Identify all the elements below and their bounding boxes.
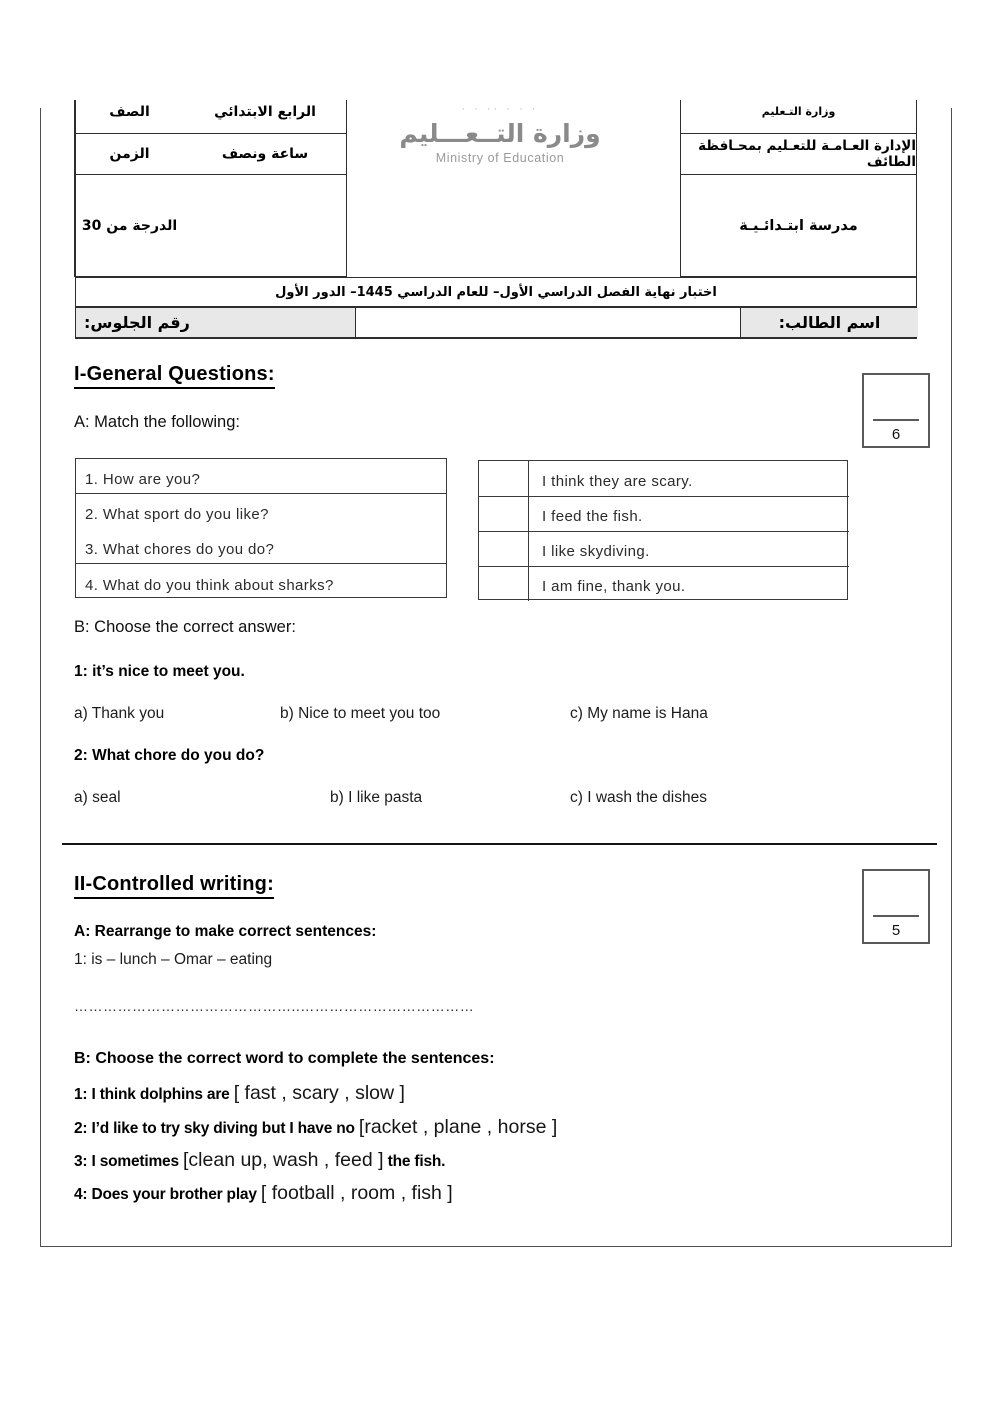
ministry-logo bbox=[385, 103, 615, 165]
seat-number-label: رقم الجلوس: bbox=[76, 308, 355, 337]
mcq-question-1: 1: it’s nice to meet you. bbox=[74, 663, 245, 680]
education-directorate-cell: الإدارة العـامـة للتعـليم بمحـافظة الطائف bbox=[681, 133, 916, 174]
match-answer-blank-cell bbox=[479, 496, 529, 531]
section1-score-value: 6 bbox=[891, 426, 901, 443]
match-answer-row: I think they are scary. bbox=[542, 473, 693, 490]
ministry-name-cell: وزارة التـعليم bbox=[761, 105, 836, 118]
student-name-label: اسم الطالب: bbox=[741, 308, 918, 337]
mcq2-option-b: b) I like pasta bbox=[330, 789, 423, 806]
class-value: الرابع الابتدائي bbox=[214, 103, 316, 120]
match-answer-row: I feed the fish. bbox=[529, 496, 849, 531]
rearrange-item-1: 1: is – lunch – Omar – eating bbox=[74, 951, 273, 968]
mcq1-option-a: a) Thank you bbox=[74, 705, 165, 722]
match-question-row: 2. What sport do you like? bbox=[76, 493, 446, 528]
section-divider-line bbox=[62, 843, 937, 845]
time-label: الزمن bbox=[74, 133, 184, 174]
student-name-field bbox=[355, 308, 741, 337]
choose-answer-title: B: Choose the correct answer: bbox=[74, 618, 296, 636]
complete-sentence-3: 3: I sometimes [clean up, wash , feed ] the fish. bbox=[74, 1149, 446, 1171]
match-answer-blank-cell bbox=[479, 566, 529, 601]
student-info-row bbox=[75, 307, 917, 339]
match-question-row: 1. How are you? bbox=[85, 471, 201, 488]
time-value: ساعة ونصف bbox=[184, 133, 346, 174]
match-questions-table bbox=[75, 458, 447, 598]
section2-score-box bbox=[862, 869, 930, 944]
mcq2-option-a: a) seal bbox=[74, 789, 121, 806]
grade-value-empty bbox=[184, 174, 346, 277]
exam-title-band: اختبار نهاية الفصل الدراسي الأول– للعام الدراسي 1445– الدور الأول bbox=[75, 277, 917, 307]
match-question-row: 3. What chores do you do? bbox=[85, 541, 275, 558]
match-answer-row: I like skydiving. bbox=[529, 531, 849, 566]
complete-sentence-2: 2: I’d like to try sky diving but I have no [racket , plane , horse ] bbox=[74, 1116, 558, 1138]
score-divider-line bbox=[873, 915, 919, 917]
answer-dotted-line: ………………………………………..……………………………… bbox=[74, 998, 475, 1014]
grade-label: الدرجة من 30 bbox=[74, 174, 184, 277]
match-answer-row: I am fine, thank you. bbox=[529, 566, 849, 601]
section2-score-value: 5 bbox=[891, 922, 901, 939]
mcq2-option-c: c) I wash the dishes bbox=[570, 789, 707, 806]
complete-sentence-1: 1: I think dolphins are [ fast , scary , slow ] bbox=[74, 1082, 405, 1104]
mcq1-option-c: c) My name is Hana bbox=[570, 705, 708, 722]
header-administration-table bbox=[680, 100, 917, 277]
section1-heading: I-General Questions: bbox=[74, 363, 275, 389]
score-divider-line bbox=[873, 419, 919, 421]
match-answers-table bbox=[478, 460, 848, 600]
match-title: A: Match the following: bbox=[74, 413, 240, 431]
complete-sentence-4: 4: Does your brother play [ football , room , fish ] bbox=[74, 1182, 453, 1204]
class-label: الصف bbox=[74, 100, 184, 133]
choose-word-title: B: Choose the correct word to complete the sentences: bbox=[74, 1050, 495, 1067]
mcq1-option-b: b) Nice to meet you too bbox=[280, 705, 441, 722]
match-answer-blank-cell bbox=[479, 461, 529, 496]
section1-score-box bbox=[862, 373, 930, 448]
logo-emblem-dots: · · ·· · · · bbox=[461, 103, 539, 115]
mcq-question-2: 2: What chore do you do? bbox=[74, 747, 265, 764]
match-answer-blank-cell bbox=[479, 531, 529, 566]
header-info-table bbox=[75, 100, 347, 277]
school-name-cell: مدرسة ابتـدائـيـة bbox=[681, 174, 916, 277]
rearrange-title: A: Rearrange to make correct sentences: bbox=[74, 923, 377, 940]
match-question-row: 4. What do you think about sharks? bbox=[76, 563, 446, 599]
ministry-wordmark-english: Ministry of Education bbox=[435, 151, 565, 165]
section2-heading: II-Controlled writing: bbox=[74, 873, 274, 899]
ministry-wordmark-arabic: وزارة التــعـــليم bbox=[399, 119, 601, 148]
